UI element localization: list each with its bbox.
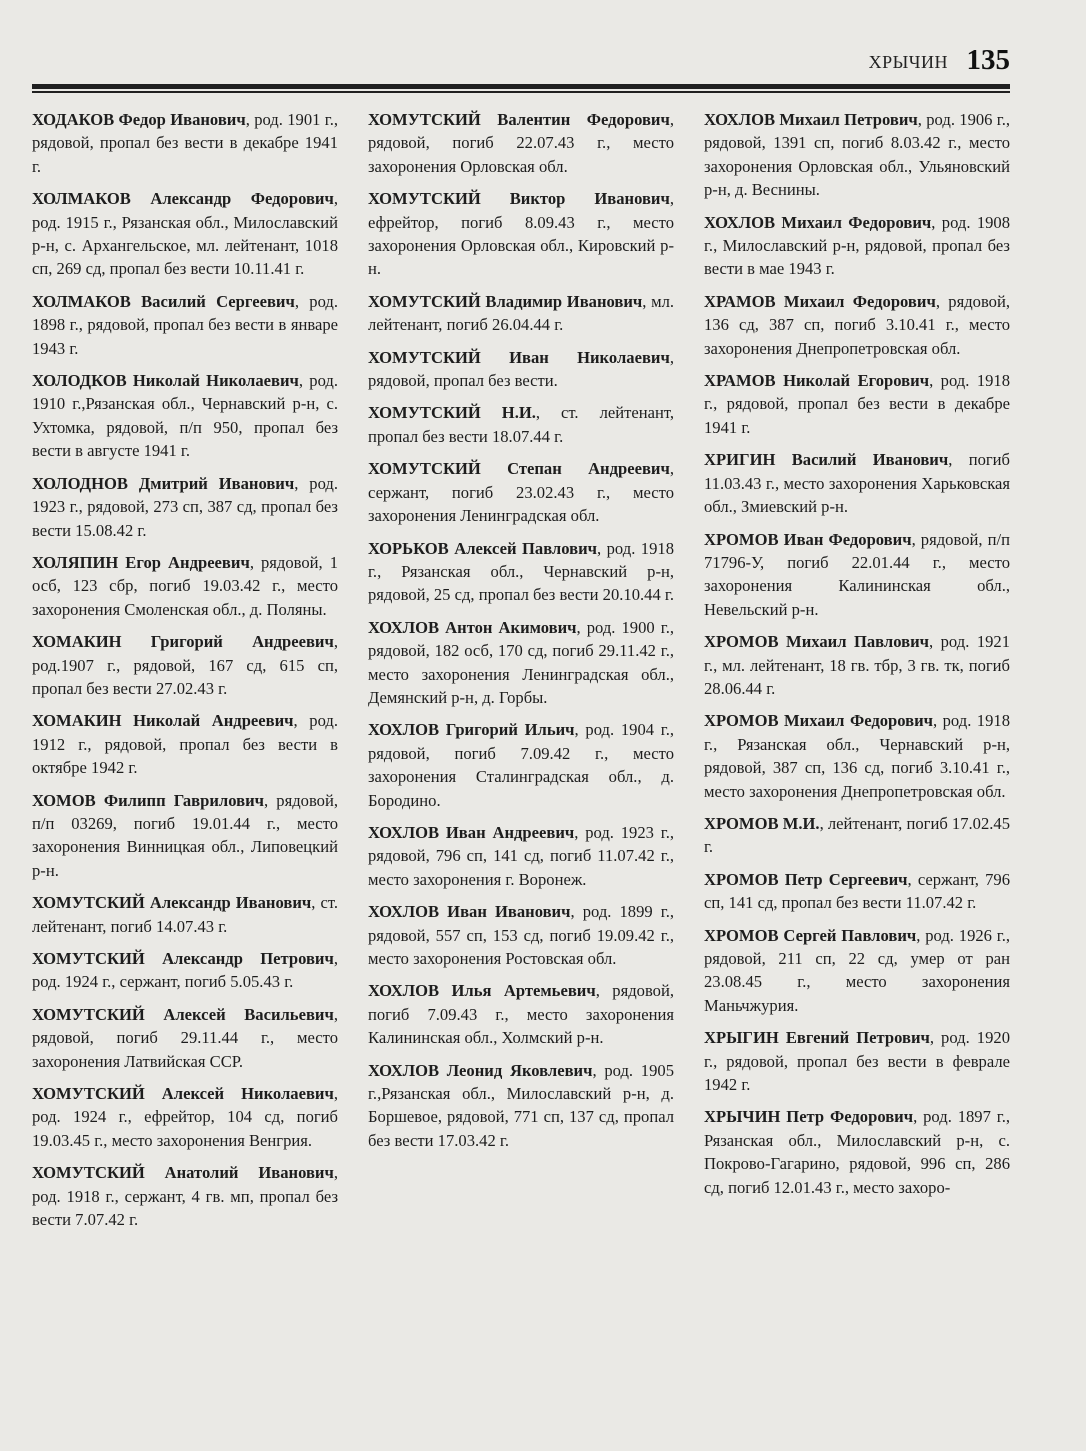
list-item	[704, 709, 1010, 803]
entry-details: , рядовой, 1 осб, 123 сбр, погиб 19.03.42 г., место захоронения Смоленская обл., д. Поляны.	[32, 552, 338, 619]
entry-details: , род. 1905 г.,Рязанская обл., Милославский р-н, д. Боршевое, рядовой, 771 сп, 137 сд, пропал без вести 17.03.42 г.	[368, 1060, 674, 1150]
entry-details: , ст. лейтенант, пропал без вести 18.07.44 г.	[368, 403, 674, 446]
entry-details: , род. 1908 г., Милославский р-н, рядовой, пропал без вести в мае 1943 г.	[704, 212, 1011, 279]
header-rule-thick	[32, 84, 1010, 89]
list-item	[32, 630, 338, 700]
entry-name: ХОРЬКОВ Алексей Павлович	[368, 538, 598, 558]
entry-name: ХОМУТСКИЙ Анатолий Иванович	[32, 1163, 334, 1183]
entry-details: , род.1907 г., рядовой, 167 сд, 615 сп, пропал без вести 27.02.43 г.	[32, 632, 338, 698]
list-item	[32, 187, 338, 281]
entry-name: ХРОМОВ Сергей Павлович	[704, 925, 917, 945]
list-item	[368, 718, 674, 812]
entry-name: ХОХЛОВ Иван Андреевич	[368, 822, 575, 842]
entry-name: ХОЛЯПИН Егор Андреевич	[32, 552, 250, 572]
list-item	[368, 457, 674, 527]
entry-name: ХОДАКОВ Федор Иванович	[32, 110, 246, 129]
list-item	[704, 868, 1010, 915]
list-item	[368, 616, 674, 710]
entry-details: , род. 1918 г., Рязанская обл., Чернавский р-н, рядовой, 387 сп, 136 сд, погиб 3.10.41 г., место захоронения Днепропетровская обл.	[704, 711, 1010, 801]
header-rule-thin	[32, 91, 1010, 93]
entry-details: , рядовой, пропал без вести.	[368, 347, 674, 391]
entry-details: , род. 1926 г., рядовой, 211 сп, 22 сд, умер от ран 23.08.45 г., место захоронения Маньчжурия.	[704, 925, 1011, 1015]
entry-name: ХОМУТСКИЙ Александр Петрович	[32, 949, 334, 968]
entry-details: , род. 1924 г., сержант, погиб 5.05.43 г.	[32, 949, 338, 992]
entry-details: , рядовой, погиб 7.09.43 г., место захоронения Калининская обл., Холмский р-н.	[368, 981, 674, 1048]
entry-details: , род. 1900 г., рядовой, 182 осб, 170 сд, погиб 29.11.42 г., место захоронения Ленинградская обл., Демянский р-н, д. Горбы.	[368, 617, 674, 707]
entry-name: ХОМУТСКИЙ Алексей Николаевич	[32, 1084, 334, 1104]
list-item	[368, 900, 674, 970]
entry-name: ХОМАКИН Николай Андреевич	[32, 711, 294, 731]
list-item	[704, 924, 1010, 1018]
list-item	[32, 947, 338, 994]
entry-details: , рядовой, п/п 03269, погиб 19.01.44 г., место захоронения Винницкая обл., Липовецкий р-н.	[32, 790, 339, 880]
entry-name: ХОЛОДНОВ Дмитрий Иванович	[32, 473, 295, 493]
entry-details: , род. 1915 г., Рязанская обл., Милославский р-н, с. Архангельское, мл. лейтенант, 1018 сп, 269 сд, пропал без вести 10.11.41 г.	[32, 189, 338, 279]
entry-name: ХОХЛОВ Григорий Ильич	[368, 720, 575, 740]
entry-name: ХОЛМАКОВ Василий Сергеевич	[32, 291, 295, 311]
list-item	[368, 401, 674, 448]
entry-details: , род. 1923 г., рядовой, 273 сп, 387 сд, пропал без вести 15.08.42 г.	[32, 473, 338, 540]
entry-name: ХОМУТСКИЙ Степан Андреевич	[368, 459, 670, 479]
entry-name: ХРОМОВ Михаил Федорович	[704, 711, 934, 731]
entry-details: , род. 1899 г., рядовой, 557 сп, 153 сд, погиб 19.09.42 г., место захоронения Ростовская обл.	[368, 902, 674, 968]
list-item	[704, 1026, 1010, 1096]
entry-name: ХОЛМАКОВ Александр Федорович	[32, 189, 334, 209]
entry-name: ХРОМОВ М.И.	[704, 813, 820, 833]
list-item	[704, 369, 1010, 439]
entry-name: ХОМУТСКИЙ Иван Николаевич	[368, 347, 670, 367]
entry-details: , рядовой, 136 сд, 387 сп, погиб 3.10.41 г., место захоронения Днепропетровская обл.	[704, 291, 1010, 358]
page-number: 135	[966, 44, 1010, 76]
entry-name: ХОМУТСКИЙ Валентин Федорович	[368, 110, 670, 129]
entry-details: , род. 1910 г.,Рязанская обл., Чернавский р-н, с. Ухтомка, рядовой, п/п 950, пропал без вести в августе 1941 г.	[32, 371, 338, 461]
entry-details: , род. 1897 г., Рязанская обл., Милославский р-н, с. Покрово-Гагарино, рядовой, 996 сп, 286 сд, погиб 12.01.43 г., место захоро-	[704, 1107, 1011, 1197]
list-item	[32, 891, 338, 938]
entry-name: ХРИГИН Василий Иванович	[704, 450, 949, 470]
page-header	[30, 46, 1010, 80]
entry-details: , род. 1918 г., Рязанская обл., Чернавский р-н, рядовой, 25 сд, пропал без вести 20.10.44 г.	[368, 538, 674, 605]
list-item	[368, 187, 674, 281]
entry-details: , род. 1912 г., рядовой, пропал без вести в октябре 1942 г.	[32, 711, 338, 778]
entry-name: ХОМУТСКИЙ Александр Иванович	[32, 893, 312, 913]
entry-details: , сержант, 796 сп, 141 сд, пропал без вести 11.07.42 г.	[704, 869, 1010, 913]
entry-details: , род. 1901 г., рядовой, пропал без вести в декабре 1941 г.	[32, 110, 338, 176]
entry-name: ХОХЛОВ Леонид Яковлевич	[368, 1060, 593, 1080]
entry-name: ХРОМОВ Иван Федорович	[704, 529, 912, 549]
entry-details: , род. 1920 г., рядовой, пропал без вести в феврале 1942 г.	[704, 1028, 1010, 1095]
entry-name: ХОХЛОВ Михаил Петрович	[704, 110, 918, 129]
entry-name: ХОХЛОВ Антон Акимович	[368, 617, 577, 637]
list-item	[368, 108, 674, 178]
entry-details: , род. 1904 г., рядовой, погиб 7.09.42 г., место захоронения Сталинградская обл., д. Бородино.	[368, 720, 675, 810]
entry-details: , ефрейтор, погиб 8.09.43 г., место захоронения Орловская обл., Кировский р- н.	[368, 189, 674, 279]
entry-details: , род. 1898 г., рядовой, пропал без вести в январе 1943 г.	[32, 291, 338, 358]
column-3	[704, 108, 1010, 1358]
entry-details: , сержант, погиб 23.02.43 г., место захоронения Ленинградская обл.	[368, 459, 674, 526]
list-item	[32, 551, 338, 621]
entry-details: , род. 1918 г., сержант, 4 гв. мп, пропал без вести 7.07.42 г.	[32, 1163, 338, 1230]
list-item	[32, 108, 338, 178]
list-item	[32, 1082, 338, 1152]
entry-name: ХРАМОВ Николай Егорович	[704, 371, 930, 391]
list-item	[704, 448, 1010, 518]
list-item	[368, 537, 674, 607]
text-columns	[32, 108, 1010, 1358]
entry-name: ХРАМОВ Михаил Федорович	[704, 291, 936, 311]
entry-details: , погиб 11.03.43 г., место захоронения Харьковская обл., Змиевский р-н.	[704, 450, 1010, 517]
list-item	[32, 709, 338, 779]
entry-details: , род. 1921 г., мл. лейтенант, 18 гв. тбр, 3 гв. тк, погиб 28.06.44 г.	[704, 632, 1011, 698]
entry-details: , род. 1923 г., рядовой, 796 сп, 141 сд, погиб 11.07.42 г., место захоронения г. Воронеж.	[368, 822, 675, 889]
entry-name: ХОХЛОВ Илья Артемьевич	[368, 981, 596, 1001]
entry-name: ХРОМОВ Михаил Павлович	[704, 632, 930, 652]
entry-details: , род. 1906 г., рядовой, 1391 сп, погиб 8.03.42 г., место захоронения Орловская обл., Ульяновский р-н, д. Веснины.	[704, 110, 1011, 200]
entry-name: ХОМАКИН Григорий Андреевич	[32, 632, 334, 652]
column-1	[32, 108, 338, 1358]
list-item	[368, 821, 674, 891]
entry-name: ХОМУТСКИЙ Виктор Иванович	[368, 189, 670, 209]
entry-name: ХОЛОДКОВ Николай Николаевич	[32, 371, 299, 391]
entry-name: ХОМУТСКИЙ Н.И.	[368, 403, 536, 423]
entry-details: , лейтенант, погиб 17.02.45 г.	[704, 813, 1010, 857]
entry-details: , ст. лейтенант, погиб 14.07.43 г.	[32, 893, 338, 936]
entry-details: , род. 1918 г., рядовой, пропал без вести в декабре 1941 г.	[704, 371, 1011, 437]
list-item	[32, 789, 338, 883]
entry-name: ХРЫЧИН Петр Федорович	[704, 1107, 914, 1127]
entry-name: ХОМУТСКИЙ Алексей Васильевич	[32, 1004, 334, 1024]
entry-details: , мл. лейтенант, погиб 26.04.44 г.	[368, 291, 674, 335]
list-item	[704, 211, 1010, 281]
list-item	[368, 1059, 674, 1153]
list-item	[704, 812, 1010, 859]
list-item	[368, 979, 674, 1049]
list-item	[368, 290, 674, 337]
entry-name: ХОМОВ Филипп Гаврилович	[32, 790, 264, 810]
entry-details: , рядовой, погиб 29.11.44 г., место захоронения Латвийская ССР.	[32, 1004, 338, 1071]
list-item	[704, 1105, 1010, 1199]
entry-name: ХРЫГИН Евгений Петрович	[704, 1028, 930, 1048]
entry-details: , род. 1924 г., ефрейтор, 104 сд, погиб 19.03.45 г., место захоронения Венгрия.	[32, 1084, 338, 1150]
entry-name: ХРОМОВ Петр Сергеевич	[704, 869, 908, 889]
list-item	[32, 369, 338, 463]
list-item	[32, 1161, 338, 1231]
entry-name: ХОХЛОВ Иван Иванович	[368, 902, 571, 922]
list-item	[368, 346, 674, 393]
entry-name: ХОМУТСКИЙ Владимир Иванович	[368, 291, 643, 311]
list-item	[32, 290, 338, 360]
entry-details: , рядовой, погиб 22.07.43 г., место захоронения Орловская обл.	[368, 110, 674, 176]
running-head: ХРЫЧИН	[868, 52, 948, 72]
entry-details: , рядовой, п/п 71796-У, погиб 22.01.44 г., место захоронения Калининская обл., Невельский р-н.	[704, 529, 1010, 619]
column-2	[368, 108, 674, 1358]
list-item	[704, 630, 1010, 700]
entry-name: ХОХЛОВ Михаил Федорович	[704, 212, 932, 232]
list-item	[32, 472, 338, 542]
list-item	[704, 108, 1010, 202]
list-item	[704, 290, 1010, 360]
list-item	[704, 528, 1010, 622]
list-item	[32, 1003, 338, 1073]
